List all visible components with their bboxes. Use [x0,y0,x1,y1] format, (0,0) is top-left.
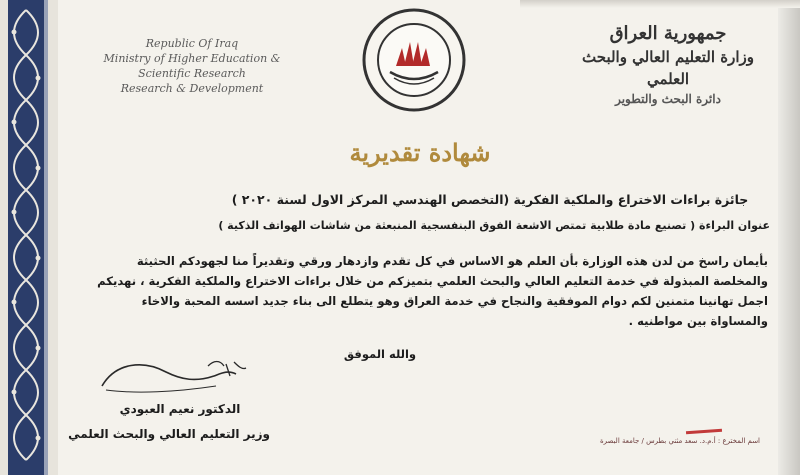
arabic-header-ministry: وزارة التعليم العالي والبحث العلمي [582,48,754,88]
body-line: بأيمان راسخ من لدن هذه الوزارة بأن العلم هو الاساس في كل تقدم وازدهار ورقي وتقديراً منا لجهودكم الحثيثة [136,254,768,268]
english-header-line: Republic Of Iraq [145,37,239,50]
certificate-title: شهادة تقديرية [349,138,491,167]
english-header-line: Research & Development [120,82,264,95]
body-line: والمساواة بين مواطنيه . [628,314,768,328]
decorative-border [0,0,58,475]
arabic-header-department: دائرة البحث والتطوير [615,92,721,106]
arabic-header-country: جمهورية العراق [609,23,727,44]
certificate-body [96,251,768,331]
signatory-name: الدكتور نعيم العبودي [119,402,241,416]
closing-phrase: والله الموفق [343,347,417,361]
innovation-title: عنوان البراءة ( تصنيع مادة طلابية تمتص الاشعة الفوق البنفسجية المنبعثة من شاشات الهواتف الذكية ) [218,219,770,232]
seal-icon [362,8,466,112]
body-line: اجمل تهانينا متمنين لكم دوام الموفقية والنجاح في خدمة العراق وهو يتطلع الى بناء جديد اسسه المحبة والاخاء [141,294,768,308]
signatory-title: وزير التعليم العالي والبحث العلمي [68,427,270,441]
page-top-shadow [520,0,800,8]
ornament-icon [0,0,58,475]
body-line: والمخلصة المبذولة في خدمة التعليم العالي والبحث العلمي بتميزكم من خلال براءات الاختراع والملكية الفكرية ، نهديكم [97,274,768,288]
english-header-line: Scientific Research [138,67,246,80]
english-header-line: Ministry of Higher Education & [103,52,281,65]
inventor-footnote: اسم المخترع : أ.م.د. سعد مثني بطرس / جامعة البصرة [599,437,760,445]
arabic-header [568,22,768,108]
english-header [62,36,322,96]
red-underline-mark [686,429,722,435]
award-line: جائزة براءات الاختراع والملكية الفكرية (التخصص الهندسي المركز الاول لسنة ٢٠٢٠ ) [231,192,749,207]
signature-icon [96,352,256,398]
ministry-seal [362,8,466,112]
signature [96,352,256,398]
page-fold-shadow [778,0,800,475]
